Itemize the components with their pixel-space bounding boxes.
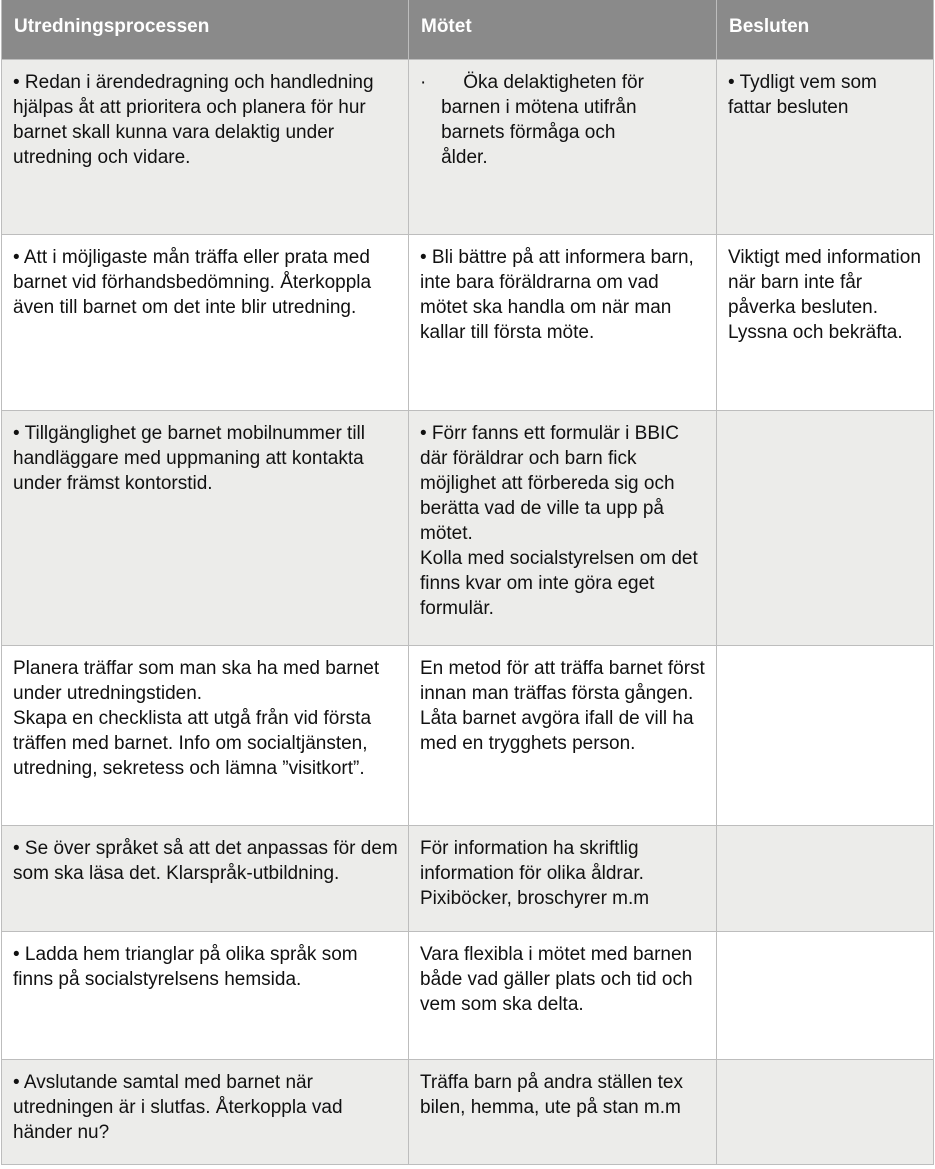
header-motet: Mötet xyxy=(409,0,717,59)
cell-besluten xyxy=(717,410,934,645)
cell-besluten xyxy=(717,931,934,1059)
cell-utredningsprocessen: • Tillgänglighet ge barnet mobilnummer till handläggare med uppmaning att kontakta under främst kontorstid. xyxy=(2,410,409,645)
table-row xyxy=(2,931,934,1059)
cell-motet: Träffa barn på andra ställen tex bilen, hemma, ute på stan m.m xyxy=(409,1059,717,1164)
cell-besluten xyxy=(717,1059,934,1164)
table-row xyxy=(2,645,934,825)
cell-utredningsprocessen: • Avslutande samtal med barnet när utredningen är i slutfas. Återkoppla vad händer nu? xyxy=(2,1059,409,1164)
cell-motet: • Förr fanns ett formulär i BBIC där föräldrar och barn fick möjlighet att förbereda sig och berätta vad de ville ta upp på mötet. Kolla med socialstyrelsen om det finns kvar om inte göra eget formulär. xyxy=(409,410,717,645)
cell-utredningsprocessen: • Se över språket så att det anpassas för dem som ska läsa det. Klarspråk-utbildning. xyxy=(2,825,409,931)
table-row xyxy=(2,1059,934,1164)
cell-utredningsprocessen: • Att i möjligaste mån träffa eller prata med barnet vid förhandsbedömning. Återkoppla även till barnet om det inte blir utredning. xyxy=(2,234,409,410)
cell-besluten xyxy=(717,645,934,825)
cell-motet: Vara flexibla i mötet med barnen både vad gäller plats och tid och vem som ska delta. xyxy=(409,931,717,1059)
header-besluten: Besluten xyxy=(717,0,934,59)
cell-motet: För information ha skriftlig information för olika åldrar. Pixiböcker, broschyrer m.m xyxy=(409,825,717,931)
cell-utredningsprocessen: Planera träffar som man ska ha med barnet under utredningstiden. Skapa en checklista att utgå från vid första träffen med barnet. Info om socialtjänsten, utredning, sekretess och lämna ”visitkort”. xyxy=(2,645,409,825)
header-utredningsprocessen: Utredningsprocessen xyxy=(2,0,409,59)
cell-motet: En metod för att träffa barnet först innan man träffas första gången. Låta barnet avgöra ifall de vill ha med en trygghets person. xyxy=(409,645,717,825)
cell-besluten xyxy=(717,825,934,931)
table-row xyxy=(2,234,934,410)
cell-besluten: • Tydligt vem som fattar besluten xyxy=(717,59,934,234)
cell-motet: • Bli bättre på att informera barn, inte bara föräldrarna om vad mötet ska handla om när man kallar till första möte. xyxy=(409,234,717,410)
cell-utredningsprocessen: • Redan i ärendedragning och handledning hjälpas åt att prioritera och planera för hur barnet skall kunna vara delaktig under utredning och vidare. xyxy=(2,59,409,234)
cell-motet: · Öka delaktigheten för barnen i mötena utifrån barnets förmåga och ålder. xyxy=(409,59,717,234)
header-row xyxy=(2,0,934,59)
table-row xyxy=(2,59,934,234)
table-row xyxy=(2,410,934,645)
cell-utredningsprocessen: • Ladda hem trianglar på olika språk som finns på socialstyrelsens hemsida. xyxy=(2,931,409,1059)
process-table xyxy=(1,0,934,1165)
cell-besluten: Viktigt med information när barn inte får påverka besluten. Lyssna och bekräfta. xyxy=(717,234,934,410)
table-row xyxy=(2,825,934,931)
